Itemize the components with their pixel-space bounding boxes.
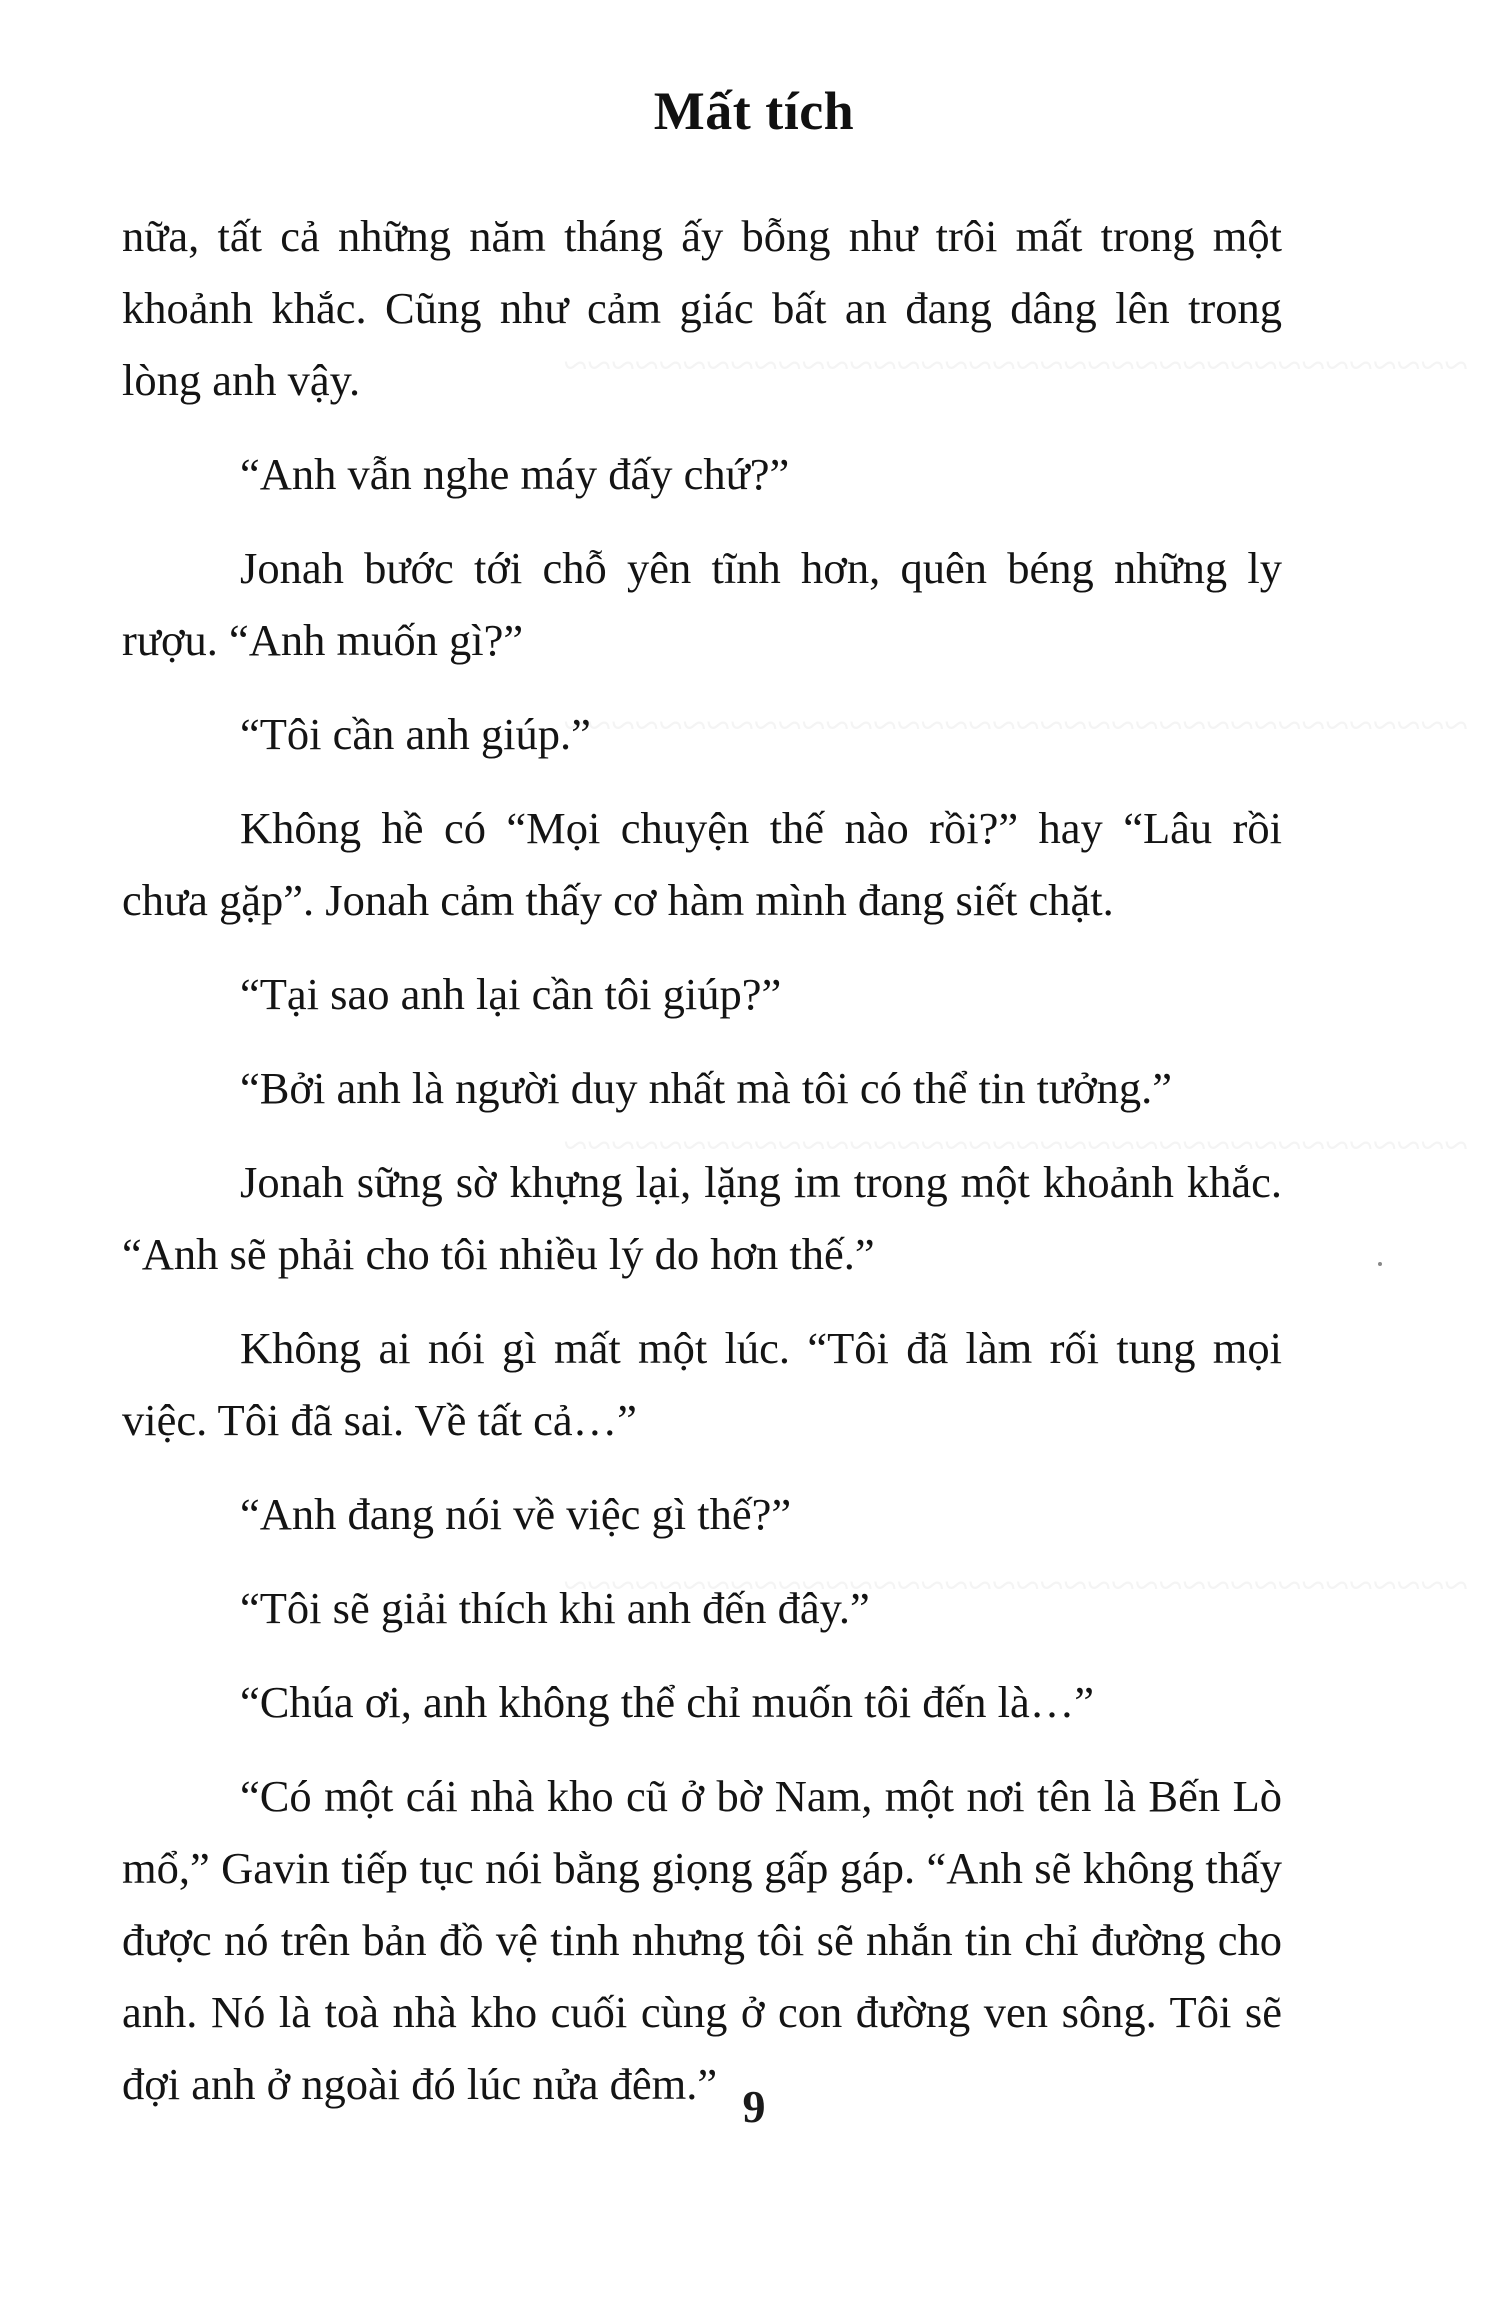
paragraph: Jonah bước tới chỗ yên tĩnh hơn, quên béng những ly rượu. “Anh muốn gì?”: [122, 543, 1282, 665]
paragraph: “Anh vẫn nghe máy đấy chứ?”: [240, 449, 790, 499]
show-through-decoration: ~~~~~~~~~~~~~~~~~~~~~~~~~~~~~~~~~~~~~~: [563, 1121, 1468, 1170]
body-text: [122, 200, 1282, 2142]
paragraph: “Chúa ơi, anh không thể chỉ muốn tôi đến là…”: [240, 1677, 1095, 1727]
paragraph: Không ai nói gì mất một lúc. “Tôi đã làm rối tung mọi việc. Tôi đã sai. Về tất cả…”: [122, 1323, 1282, 1445]
show-through-decoration: ~~~~~~~~~~~~~~~~~~~~~~~~~~~~~~~~~~~~~~: [563, 1561, 1468, 1610]
paragraph: Jonah sững sờ khựng lại, lặng im trong một khoảnh khắc. “Anh sẽ phải cho tôi nhiều lý do hơn thế.”: [122, 1157, 1282, 1279]
paragraph: nữa, tất cả những năm tháng ấy bỗng như trôi mất trong một khoảnh khắc. Cũng như cảm giác bất an đang dâng lên trong lòng anh vậy.: [122, 211, 1282, 405]
paragraph: “Anh đang nói về việc gì thế?”: [240, 1489, 792, 1539]
running-header-title: Mất tích: [653, 81, 855, 141]
paragraph: “Tại sao anh lại cần tôi giúp?”: [240, 969, 782, 1019]
paper-speck: [1378, 1262, 1382, 1266]
show-through-decoration: ~~~~~~~~~~~~~~~~~~~~~~~~~~~~~~~~~~~~~~: [563, 701, 1468, 750]
page-number: 9: [742, 2081, 766, 2132]
show-through-decoration: ~~~~~~~~~~~~~~~~~~~~~~~~~~~~~~~~~~~~~~: [563, 341, 1468, 390]
paragraph: “Tôi sẽ giải thích khi anh đến đây.”: [240, 1583, 870, 1633]
paragraph: Không hề có “Mọi chuyện thế nào rồi?” hay “Lâu rồi chưa gặp”. Jonah cảm thấy cơ hàm mình đang siết chặt.: [122, 803, 1282, 925]
paragraph: “Có một cái nhà kho cũ ở bờ Nam, một nơi tên là Bến Lò mổ,” Gavin tiếp tục nói bằng giọng gấp gáp. “Anh sẽ không thấy được nó trên bản đồ vệ tinh nhưng tôi sẽ nhắn tin chỉ đường cho anh. Nó là toà nhà kho cuối cùng ở con đường ven sông. Tôi sẽ đợi anh ở ngoài đó lúc nửa đêm.”: [122, 1771, 1282, 2109]
paragraph: “Tôi cần anh giúp.”: [240, 709, 591, 759]
paragraph: “Bởi anh là người duy nhất mà tôi có thể tin tưởng.”: [240, 1063, 1173, 1113]
